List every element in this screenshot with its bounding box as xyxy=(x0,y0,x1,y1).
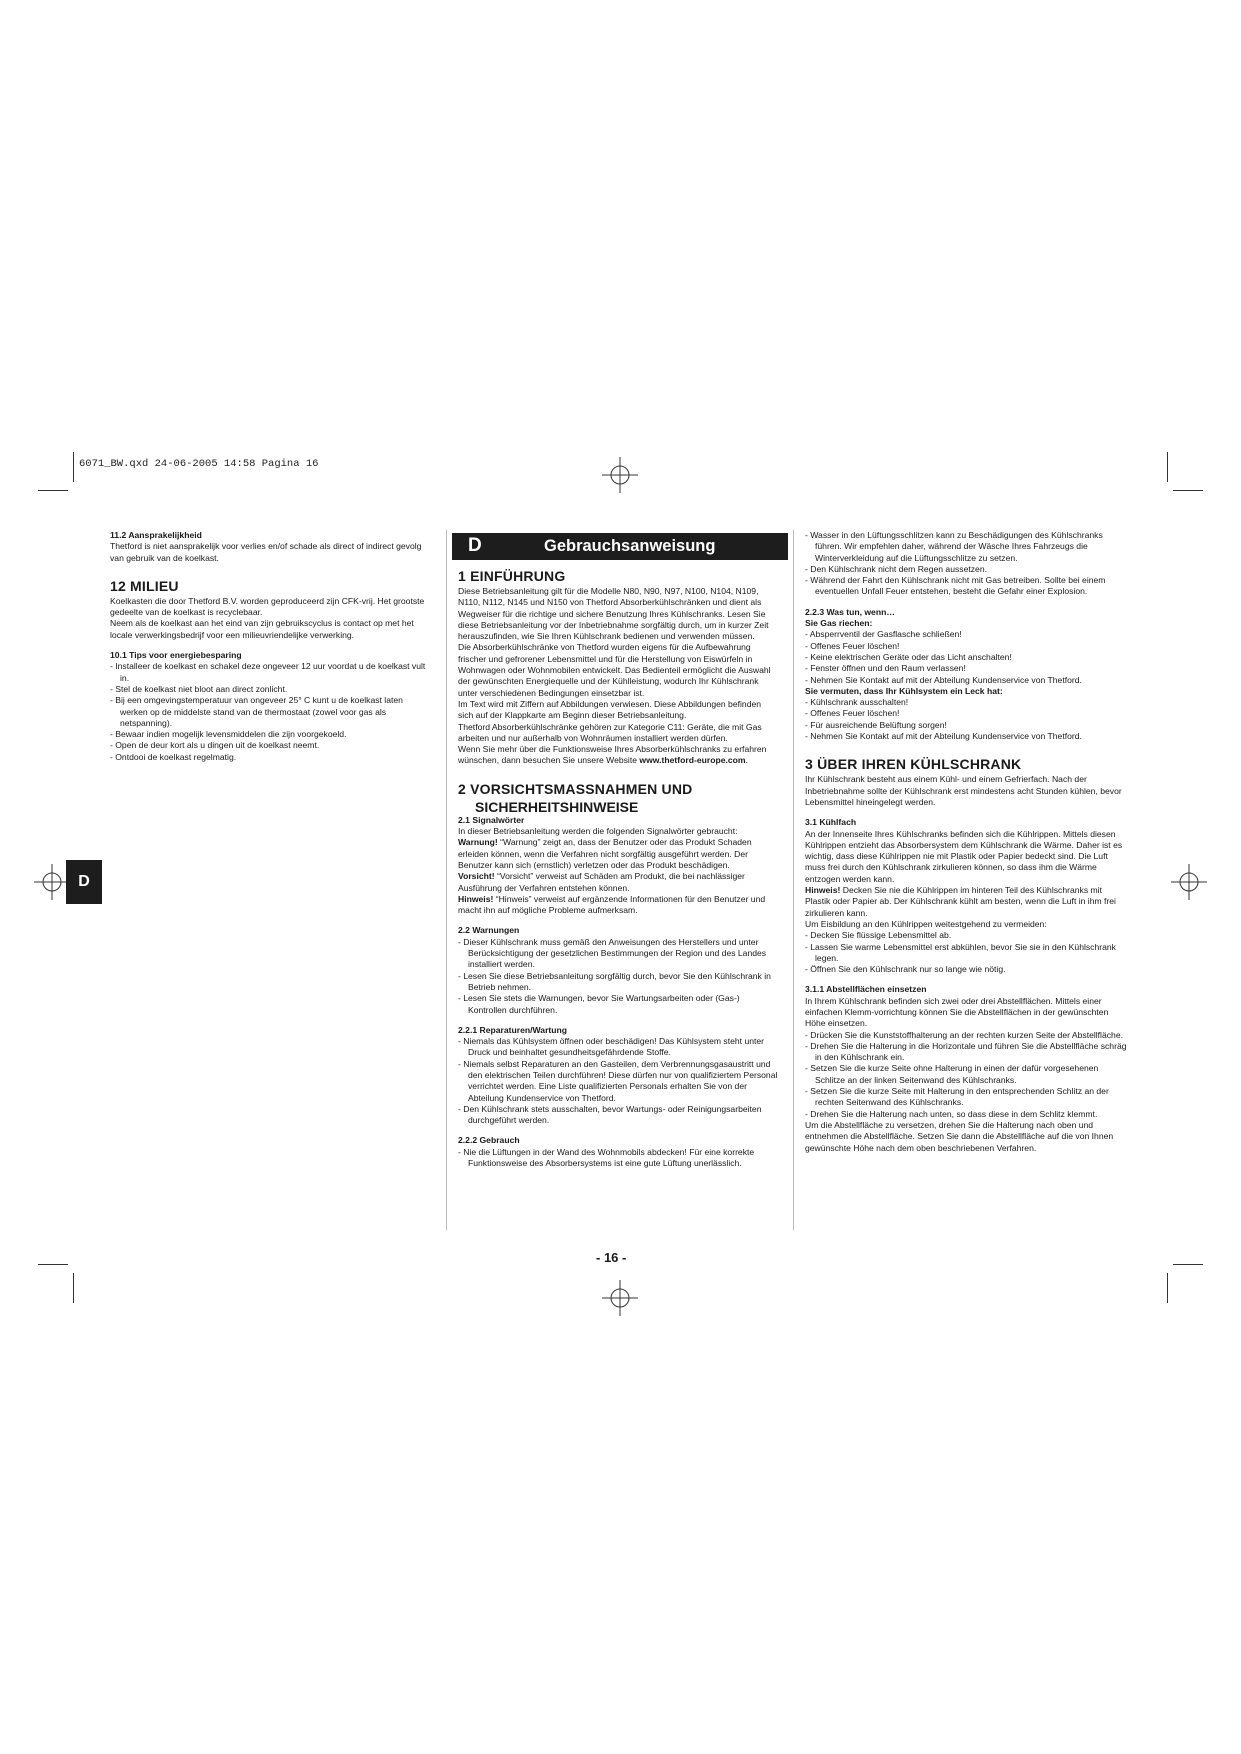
middle-column xyxy=(458,554,778,1169)
registration-mark-left xyxy=(34,864,70,900)
section-heading-2: 2 VORSICHTSMASSNAHMEN UND xyxy=(458,780,693,797)
list-item: - Den Kühlschrank stets ausschalten, bevor Wartungs- oder Reinigungsarbeiten durchgeführt werden. xyxy=(458,1103,762,1126)
list-item: - Setzen Sie die kurze Seite ohne Halterung in einen der dafür vorgesehenen Schlitze an der linken Seitenwand des Kühlschranks. xyxy=(805,1063,1099,1085)
signal-caution xyxy=(458,871,778,894)
list-item: - Bij een omgevingstemperatuur van ongeveer 25° C kunt u de koelkast laten werken op de middelste stand van de thermostaat (zowel voor gas als netspanning). xyxy=(110,695,403,728)
crop-mark-top-left-v xyxy=(73,452,74,482)
paragraph: Um die Abstellfläche zu versetzen, drehen Sie die Halterung nach oben und entnehmen die Abstellfläche. Setzen Sie dann die Abstellfläche auf die von Ihnen gewünschte Höhe nach dem oben beschriebenen Verfahren. xyxy=(805,1119,1114,1153)
subheading-leak: Sie vermuten, dass Ihr Kühlsystem ein Leck hat: xyxy=(805,685,1003,696)
warning-text: “Warnung” zeigt an, dass der Benutzer oder das Produkt Schaden erleiden können, wenn die Verfahren nicht sorgfältig ausgeführt werden. Der Benutzer kann sich (ernstlich) verletzen oder das Produkt beschädigen. xyxy=(458,837,752,870)
list-item: - Setzen Sie die kurze Seite mit Halterung in den entsprechenden Schlitz an der rechten Seitenwand des Kühlschranks. xyxy=(805,1086,1109,1108)
list-item: - Wasser in den Lüftungsschlitzen kann zu Beschädigungen des Kühlschranks führen. Wir empfehlen daher, während der Wäsche Ihres Fahrzeugs die Winterverkleidung auf die Lüftungsschlitze zu setzen. xyxy=(805,530,1103,563)
note-label: Hinweis! xyxy=(805,885,841,896)
list-item: - Nie die Lüftungen in der Wand des Wohnmobils abdecken! Für eine korrekte Funktionsweise des Absorbersystems ist eine gute Lüftung unerlässlich. xyxy=(458,1146,755,1169)
list-item: - Stel de koelkast niet bloot aan direct zonlicht. xyxy=(110,683,288,694)
section-heading-3-1: 3.1 Kühlfach xyxy=(805,817,857,828)
page-number: - 16 - xyxy=(596,1250,627,1265)
paragraph: In Ihrem Kühlschrank befinden sich zwei oder drei Abstellflächen. Mittels einer einfachen Klemm-vorrichtung können Sie die Abstellflächen in der gewünschten Höhe einsetzen. xyxy=(805,995,1109,1029)
list-item: - Open de deur kort als u dingen uit de koelkast neemt. xyxy=(110,740,320,751)
list-item: - Den Kühlschrank nicht dem Regen aussetzen. xyxy=(805,563,988,574)
section-heading-2-2-2: 2.2.2 Gebrauch xyxy=(458,1135,520,1146)
signal-note xyxy=(805,885,1127,919)
list-item: - Installeer de koelkast en schakel deze ongeveer 12 uur voordat u de koelkast vult in. xyxy=(110,661,426,683)
crop-mark-bottom-left-v xyxy=(73,1273,74,1303)
list-item: - Kühlschrank ausschalten! xyxy=(805,697,909,708)
caution-text: “Vorsicht” verweist auf Schäden am Produkt, die bei nachlässiger Ausführung der Verfahren entstehen können. xyxy=(458,871,745,893)
paragraph: Neem als de koelkast aan het eind van zijn gebruikscyclus is contact op met het locale verwerkingsbedrijf voor een milieuvriendelijke verwerking. xyxy=(110,618,414,640)
file-slug: 6071_BW.qxd 24-06-2005 14:58 Pagina 16 xyxy=(79,458,319,470)
section-heading-3: 3 ÜBER IHREN KÜHLSCHRANK xyxy=(805,756,1022,773)
section-heading-12: 12 MILIEU xyxy=(110,577,179,594)
paragraph: Die Absorberkühlschränke von Thetford wurden eigens für die Aufbewahrung frischer und gefrorener Lebensmittel und für die Herstellung von Eiswürfeln in Wohnwagen oder Wohnmobilen entwickelt. Das Bedienteil ermöglicht die Auswahl der gewünschten Energiequelle und der Kühlleistung, wodurch Ihr Kühlschrank unter verschiedenen Bedingungen einsetzbar ist. xyxy=(458,642,771,698)
column-divider-right xyxy=(793,530,794,1230)
list-item: - Drücken Sie die Kunststoffhalterung an der rechten kurzen Seite der Abstellfläche. xyxy=(805,1029,1123,1040)
subheading-gas: Sie Gas riechen: xyxy=(805,618,873,629)
list-item: - Lesen Sie diese Betriebsanleitung sorgfältig durch, bevor Sie den Kühlschrank in Betrieb nehmen. xyxy=(458,970,771,992)
list-item: - Während der Fahrt den Kühlschrank nicht mit Gas betreiben. Sollte bei einem eventuellen Unfall Feuer entstehen, besteht die Gefahr einer Explosion. xyxy=(805,575,1106,597)
column-divider-left xyxy=(446,530,447,1230)
note-label: Hinweis! xyxy=(458,893,494,904)
warning-label: Warnung! xyxy=(458,837,498,848)
list-item: - Drehen Sie die Halterung nach unten, so dass diese in dem Schlitz klemmt. xyxy=(805,1108,1098,1119)
paragraph: Thetford is niet aansprakelijk voor verlies en/of schade als direct of indirect gevolg van gebruik van de koelkast. xyxy=(110,541,422,563)
section-heading-2-cont: SICHERHEITSHINWEISE xyxy=(475,798,639,815)
crop-mark-bottom-left-h xyxy=(38,1264,68,1265)
paragraph: An der Innenseite Ihres Kühlschranks befinden sich die Kühlrippen. Mittels diesen Kühlrippen entzieht das Absorbersystem dem Kühlschrank die Wärme. Daher ist es wichtig, dass diese Kühlrippen nie mit Plastik oder Papier bedeckt sind. Die Luft muss frei durch den Kühlschrank zirkulieren können, so dass ihm die Wärme entzogen werden kann. xyxy=(805,828,1123,884)
registration-mark-bottom xyxy=(602,1280,638,1316)
section-heading-1: 1 EINFÜHRUNG xyxy=(458,568,566,584)
list-item: - Offenes Feuer löschen! xyxy=(805,708,900,719)
list-item: - Niemals das Kühlsystem öffnen oder beschädigen! Das Kühlsystem steht unter Druck und beinhaltet gesundheitsgefährdende Stoffe. xyxy=(458,1036,765,1058)
crop-mark-bottom-right-h xyxy=(1173,1264,1203,1265)
section-heading-3-1-1: 3.1.1 Abstellflächen einsetzen xyxy=(805,984,927,995)
registration-mark-right xyxy=(1171,864,1207,900)
website-text: Wenn Sie mehr über die Funktionsweise Ihres Absorberkühlschranks zu erfahren wünschen, dann besuchen Sie unsere Website xyxy=(458,744,767,766)
paragraph: Um Eisbildung an den Kühlrippen weitestgehend zu vermeiden: xyxy=(805,918,1047,929)
paragraph: Koelkasten die door Thetford B.V. worden geproduceerd zijn CFK-vrij. Het grootste gedeelte van de koelkast is recyclebaar. xyxy=(110,595,425,618)
list-item: - Nehmen Sie Kontakt auf mit der Abteilung Kundenservice von Thetford. xyxy=(805,731,1082,742)
registration-mark-top xyxy=(602,457,638,493)
paragraph: Im Text wird mit Ziffern auf Abbildungen verwiesen. Diese Abbildungen befinden sich auf der Klappkarte am Beginn dieser Betriebsanleitung. xyxy=(458,698,762,721)
list-item: - Absperrventil der Gasflasche schließen! xyxy=(805,629,962,640)
website-text-end: . xyxy=(745,755,748,766)
paragraph: Diese Betriebsanleitung gilt für die Modelle N80, N90, N97, N100, N104, N109, N110, N112, N145 und N150 von Thetford Absorberkühlschränken und dient als Wegweiser für die richtige und sichere Benutzung Ihres Kühlschranks. Lesen Sie diese Betriebsanleitung vor der Inbetriebnahme sorgfältig durch, um in kurzer Zeit herauszufinden, wie Sie Ihren Kühlschrank bedienen und verwenden müssen. xyxy=(458,586,769,642)
list-item: - Nehmen Sie Kontakt auf mit der Abteilung Kundenservice von Thetford. xyxy=(805,674,1082,685)
list-item: - Keine elektrischen Geräte oder das Licht anschalten! xyxy=(805,651,1012,662)
section-heading-11-2: 11.2 Aansprakelijkheid xyxy=(110,530,202,540)
paragraph: Thetford Absorberkühlschränke gehören zur Kategorie C11: Geräte, die mit Gas arbeiten und nur außerhalb von Wohnräumen installiert werden dürfen. xyxy=(458,721,762,743)
note-text: “Hinweis” verweist auf ergänzende Informationen für den Benutzer und macht ihn auf mögliche Probleme aufmerksam. xyxy=(458,893,766,916)
list-item: - Bewaar indien mogelijk levensmiddelen die zijn voorgekoeld. xyxy=(110,729,347,740)
crop-mark-top-right-h xyxy=(1173,490,1203,491)
list-item: - Öffnen Sie den Kühlschrank nur so lange wie nötig. xyxy=(805,964,1006,975)
crop-mark-bottom-right-v xyxy=(1167,1273,1168,1303)
list-item: - Lesen Sie stets die Warnungen, bevor Sie Wartungsarbeiten oder (Gas-) Kontrollen durchführen. xyxy=(458,993,740,1015)
note-text: Decken Sie nie die Kühlrippen im hinteren Teil des Kühlschranks mit Plastik oder Papier ab. Der Kühlschrank kühlt am besten, wenn die Luft in ihm frei zirkulieren kann. xyxy=(805,885,1116,918)
section-heading-2-2: 2.2 Warnungen xyxy=(458,925,520,936)
list-item: - Ontdooi de koelkast regelmatig. xyxy=(110,751,237,762)
paragraph-website xyxy=(458,744,778,767)
section-heading-2-2-1: 2.2.1 Reparaturen/Wartung xyxy=(458,1024,568,1035)
paragraph: Ihr Kühlschrank besteht aus einem Kühl- und einem Gefrierfach. Nach der Inbetriebnahme sollte der Kühlschrank erst mindestens acht Stunden kühlen, bevor Lebensmittel hineingelegt werden. xyxy=(805,774,1122,807)
list-item: - Niemals selbst Reparaturen an den Gasteilen, dem Verbrennungsgasaustritt und den elektrischen Teilen durchführen! Diese dürfen nur von qualifiziertem Personal verrichtet werden. Eine Liste qualifizierten Personals erhalten Sie von der Abteilung Kundenservice von Thetford. xyxy=(458,1058,778,1103)
crop-mark-top-right-v xyxy=(1167,452,1168,482)
right-column xyxy=(805,530,1127,1154)
section-heading-10-1: 10.1 Tips voor energiebesparing xyxy=(110,650,242,661)
list-item: - Fenster öffnen und den Raum verlassen! xyxy=(805,663,966,674)
signal-warning xyxy=(458,837,778,871)
list-item: - Für ausreichende Belüftung sorgen! xyxy=(805,719,947,730)
language-tab: D xyxy=(66,860,102,904)
section-heading-2-1: 2.1 Signalwörter xyxy=(458,814,525,825)
paragraph: In dieser Betriebsanleitung werden die folgenden Signalwörter gebraucht: xyxy=(458,826,738,837)
header-bar-letter: D xyxy=(468,535,482,556)
list-item: - Decken Sie flüssige Lebensmittel ab. xyxy=(805,930,952,941)
list-item: - Lassen Sie warme Lebensmittel erst abkühlen, bevor Sie sie in den Kühlschrank legen. xyxy=(805,941,1116,963)
section-heading-2-2-3: 2.2.3 Was tun, wenn… xyxy=(805,606,895,617)
list-item: - Drehen Sie die Halterung in die Horizontale und führen Sie die Abstellfläche schräg in den Kühlschrank ein. xyxy=(805,1040,1127,1063)
signal-note xyxy=(458,894,778,917)
crop-mark-top-left-h xyxy=(38,490,68,491)
caution-label: Vorsicht! xyxy=(458,871,495,882)
left-column xyxy=(110,530,432,763)
list-item: - Dieser Kühlschrank muss gemäß den Anweisungen des Herstellers und unter Berücksichtigung der gesetzlichen Bestimmungen der Region und des Landes installiert werden. xyxy=(458,936,767,970)
list-item: - Offenes Feuer löschen! xyxy=(805,640,900,651)
header-bar-title: Gebrauchsanweisung xyxy=(544,537,716,555)
website-link[interactable]: www.thetford-europe.com xyxy=(639,755,746,766)
